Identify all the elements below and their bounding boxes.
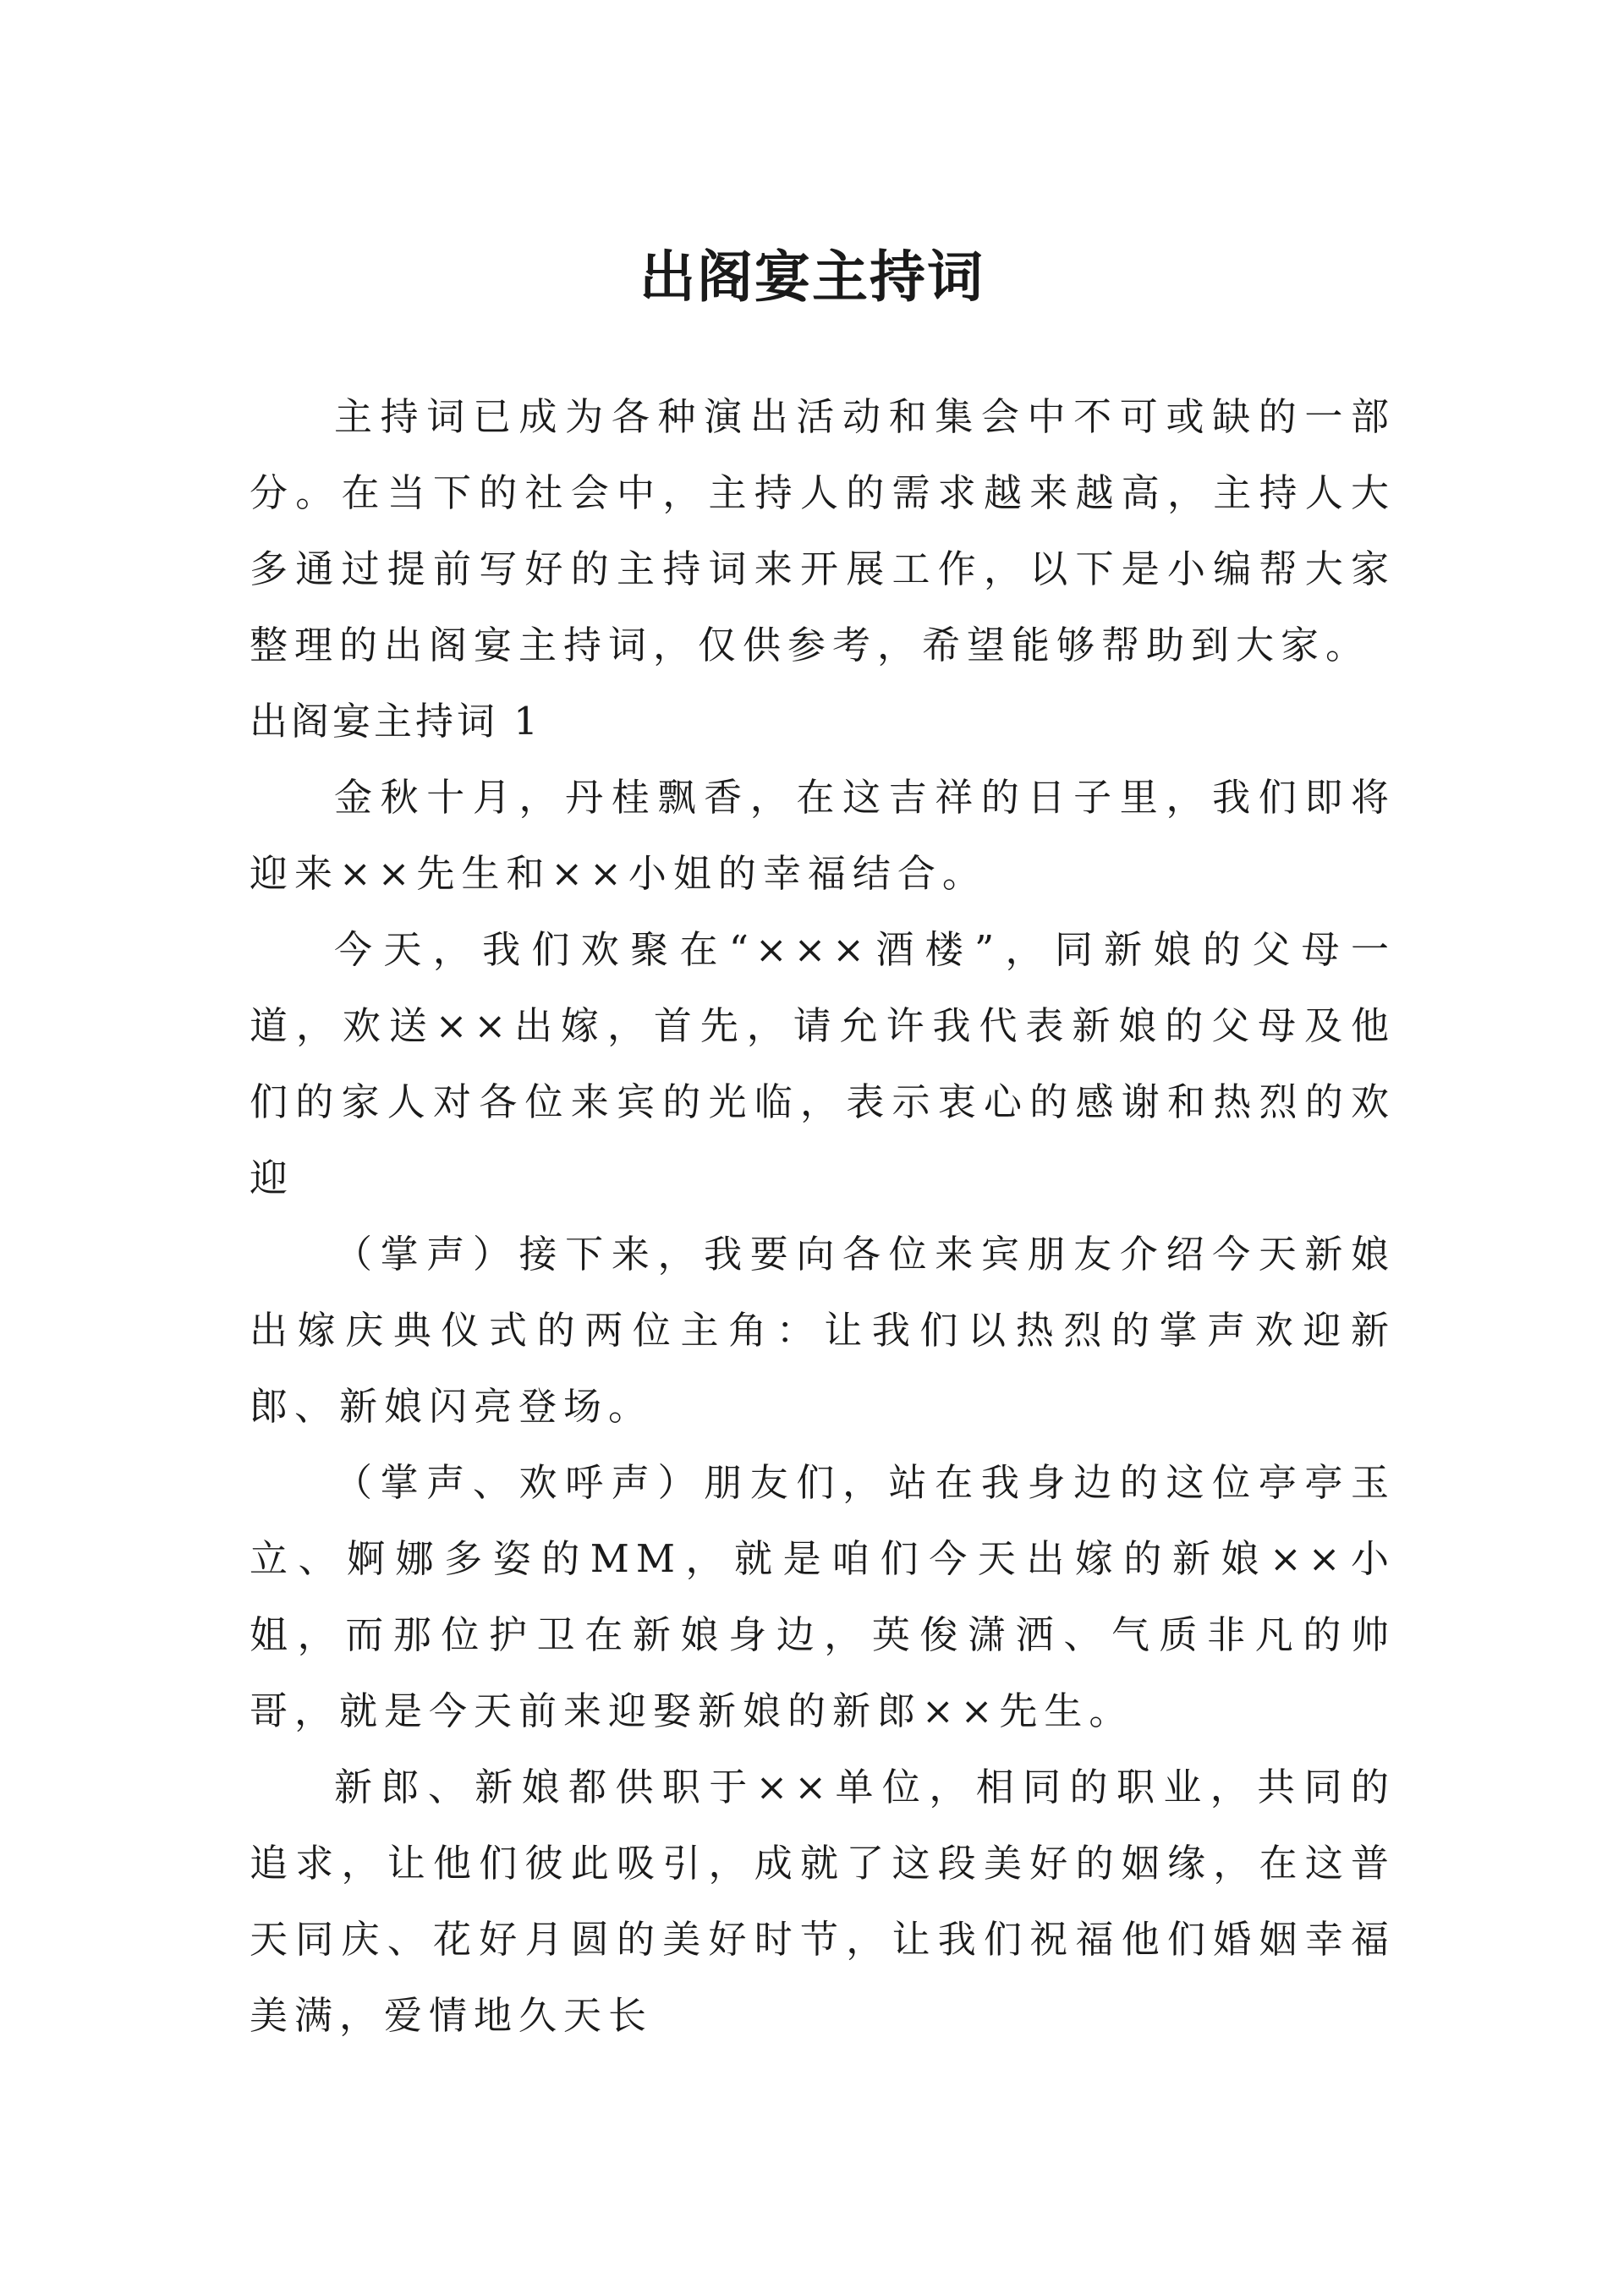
body-paragraph-5: 新郎、新娘都供职于××单位，相同的职业，共同的追求，让他们彼此吸引，成就了这段美好的姻缘，在这普天同庆、花好月圆的美好时节，让我们祝福他们婚姻幸福美满，爱情地久天长 [250,1765,1396,2038]
body-paragraph-3: （掌声）接下来，我要向各位来宾朋友介绍今天新娘出嫁庆典仪式的两位主角：让我们以热烈的掌声欢迎新郎、新娘闪亮登场。 [250,1232,1396,1429]
body-paragraph-2: 今天，我们欢聚在“×××酒楼”，同新娘的父母一道，欢送××出嫁，首先，请允许我代表新娘的父母及他们的家人对各位来宾的光临，表示衷心的感谢和热烈的欢迎 [250,927,1396,1200]
section-heading: 出阁宴主持词 1 [250,699,541,744]
body-paragraph-1: 金秋十月，丹桂飘香，在这吉祥的日子里，我们即将迎来××先生和××小姐的幸福结合。 [250,775,1396,896]
body-paragraph-4: （掌声、欢呼声）朋友们，站在我身边的这位亭亭玉立、婀娜多姿的MM，就是咱们今天出嫁的新娘××小姐，而那位护卫在新娘身边，英俊潇洒、气质非凡的帅哥，就是今天前来迎娶新娘的新郎××先生。 [250,1460,1396,1733]
document-title: 出阁宴主持词 [639,244,985,310]
document-body [250,379,1396,2054]
intro-paragraph: 主持词已成为各种演出活动和集会中不可或缺的一部分。在当下的社会中，主持人的需求越来越高，主持人大多通过提前写好的主持词来开展工作，以下是小编帮大家整理的出阁宴主持词，仅供参考，希望能够帮助到大家。 [250,394,1396,667]
